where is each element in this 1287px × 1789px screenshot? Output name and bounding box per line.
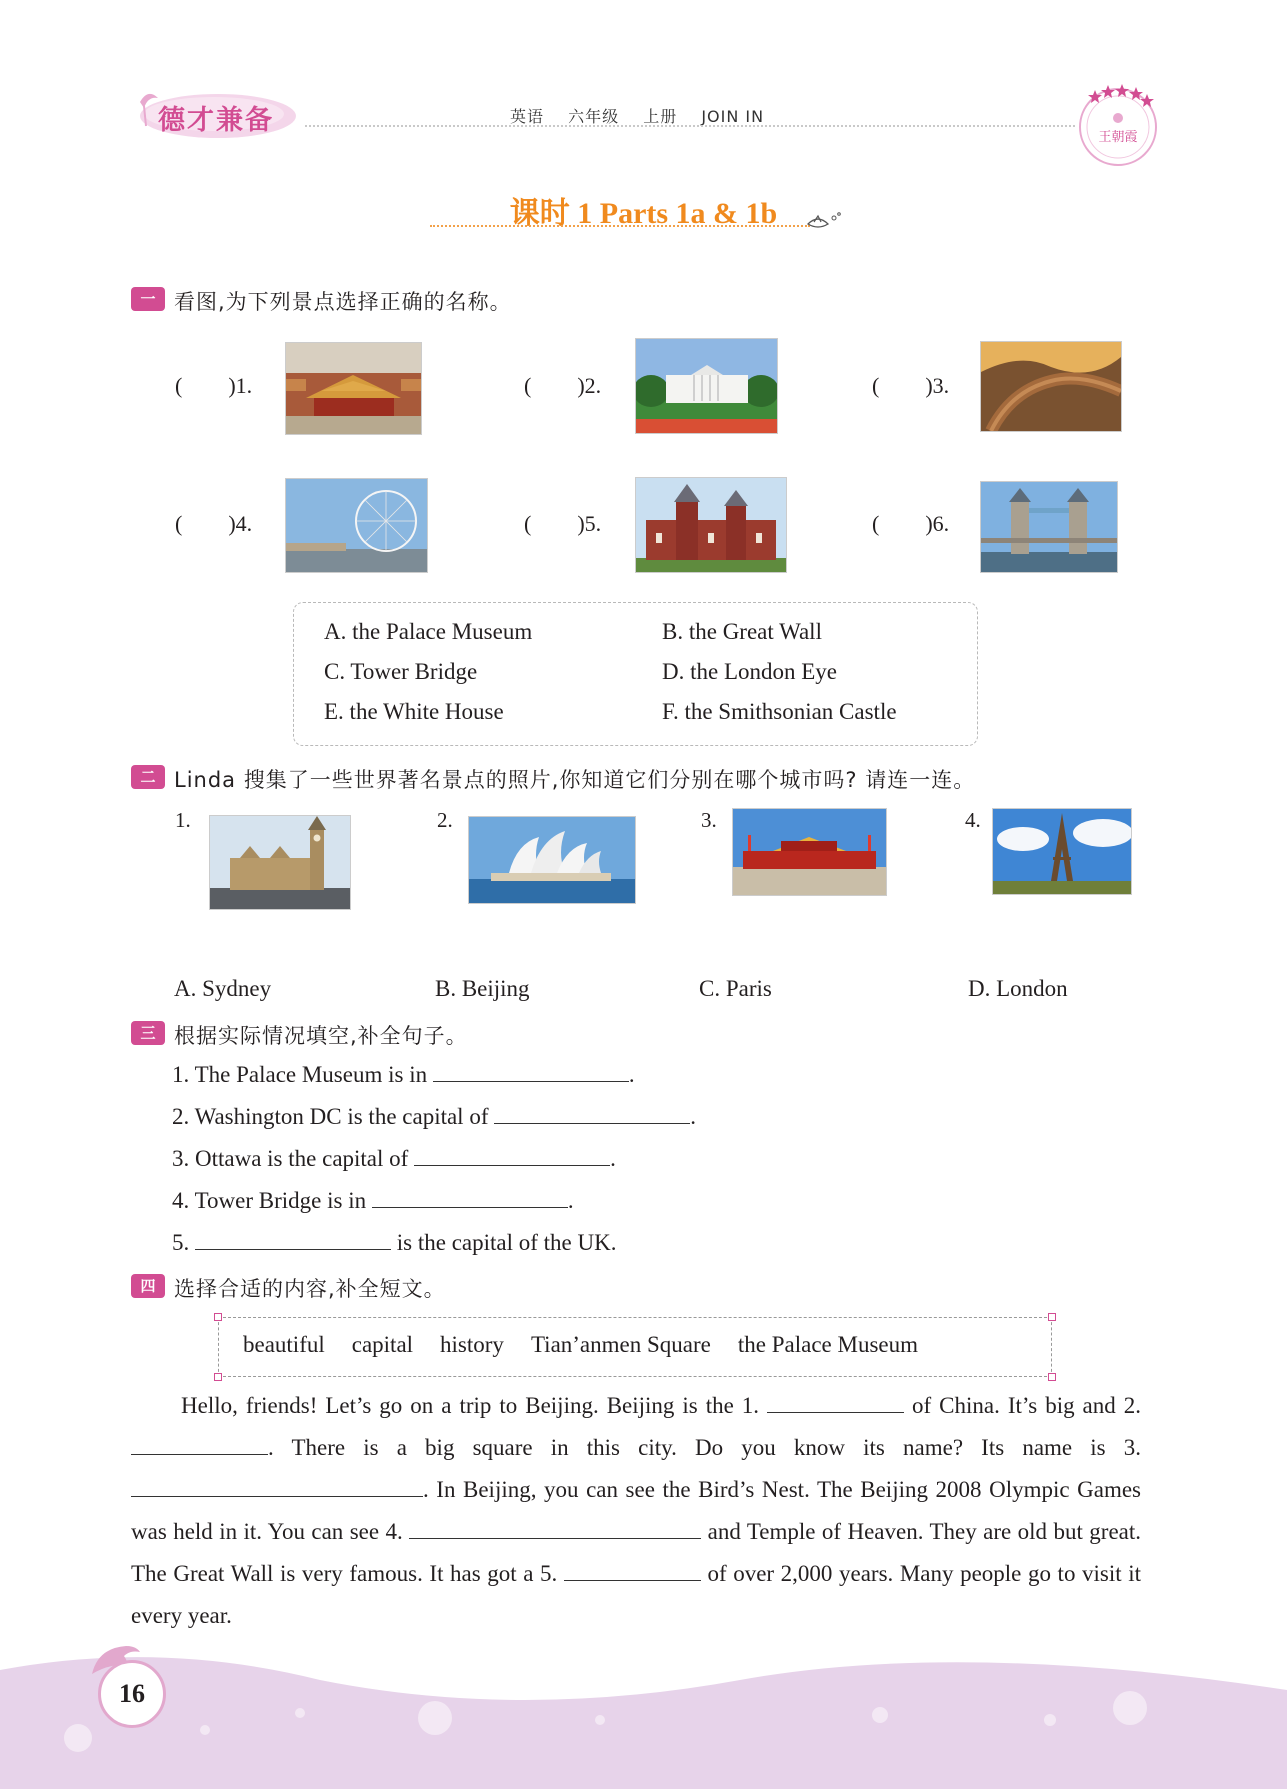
word-bank-item: capital [351,1332,414,1357]
answer-paren-3: ( )3. [872,373,950,398]
passage-blank-3[interactable] [131,1476,423,1497]
brand-text: 德才兼备 [158,105,274,136]
london-eye-photo [285,478,428,573]
answer-paren-6: ( )6. [872,511,950,536]
item-label-2: )2. [577,373,602,398]
word-bank-box [218,1317,1052,1377]
tower-bridge-photo [980,481,1118,573]
publisher-seal [1075,82,1161,168]
header-divider [305,125,1075,127]
eiffel-tower-photo [992,808,1132,895]
header-edition: JOIN IN [701,107,765,126]
sentence-1: 1. The Palace Museum is in . [172,1062,635,1087]
picture-label-4: 4. [965,808,981,832]
passage: Hello, friends! Let’s go on a trip to Beijing. Beijing is the 1. of China. It’s big and 2. . There is a big square in this city. Do you know its name? Its name is 3. . In Beijing, you can see the Bird’s Nest. The Beijing 2008 Olympic Games was held in it. You can see 4. and Temple of Heaven. They are old but great. The Great Wall is very famous. It has got a 5. of over 2,000 years. Many people go to visit it every year. [131,1393,1142,1628]
section4-title: 选择合适的内容,补全短文。 [174,1277,446,1301]
section4-badge: 四 [131,1274,165,1298]
city-d: D. London [968,976,1068,1001]
option-c: C. Tower Bridge [324,659,478,684]
fill-blank-5[interactable] [195,1229,391,1250]
page-number: 16 [98,1660,166,1728]
lesson-title-underline [430,225,810,227]
answer-paren-1: ( )1. [175,373,253,398]
option-f: F. the Smithsonian Castle [662,699,897,724]
option-d: D. the London Eye [662,659,838,684]
item-label-4: )4. [228,511,253,536]
seal-text: 王朝霞 [1098,130,1138,145]
tiananmen-photo [732,808,887,896]
footer-wave [0,1640,1287,1789]
item-label-1: )1. [228,373,253,398]
city-c: C. Paris [699,976,772,1001]
sentence-5: 5. is the capital of the UK. [172,1230,617,1255]
sentence-4: 4. Tower Bridge is in . [172,1188,574,1213]
brand-logo [130,84,300,144]
section1-badge: 一 [131,287,165,311]
sentence-2: 2. Washington DC is the capital of . [172,1104,696,1129]
word-bank-item: beautiful [243,1332,325,1357]
item-label-6: )6. [925,511,950,536]
running-header [510,104,782,127]
big-ben-photo [209,815,351,910]
passage-blank-2[interactable] [131,1434,268,1455]
word-bank-item: the Palace Museum [737,1332,918,1357]
word-bank [243,1332,918,1358]
city-a: A. Sydney [174,976,272,1001]
answer-paren-5: ( )5. [524,511,602,536]
answer-paren-2: ( )2. [524,373,602,398]
word-bank-item: Tian’anmen Square [530,1332,711,1357]
section1-title: 看图,为下列景点选择正确的名称。 [174,290,512,314]
item-label-3: )3. [925,373,950,398]
sydney-opera-house-photo [468,816,636,904]
option-b: B. the Great Wall [662,619,822,644]
header-grade: 六年级 [568,107,620,126]
section2-title: Linda 搜集了一些世界著名景点的照片,你知道它们分别在哪个城市吗? 请连一连。 [174,768,976,792]
option-e: E. the White House [324,699,504,724]
word-bank-item: history [440,1332,504,1357]
picture-label-2: 2. [437,808,453,832]
picture-label-1: 1. [175,808,191,832]
answer-paren-4: ( )4. [175,511,253,536]
picture-label-3: 3. [701,808,717,832]
option-a: A. the Palace Museum [324,619,533,644]
passage-blank-4[interactable] [409,1518,701,1539]
header-volume: 上册 [643,107,678,126]
seal-icon [1075,82,1161,168]
fill-blank-3[interactable] [414,1145,610,1166]
bird-icon [806,210,842,236]
lesson-title: 课时 1 Parts 1a & 1b [509,197,778,230]
passage-blank-1[interactable] [767,1392,904,1413]
header-subject: 英语 [510,107,545,126]
fill-blank-1[interactable] [433,1061,629,1082]
options-box [293,602,978,746]
city-b: B. Beijing [435,976,530,1001]
section3-title: 根据实际情况填空,补全句子。 [174,1024,468,1048]
passage-blank-5[interactable] [564,1560,701,1581]
white-house-photo [635,338,778,434]
palace-museum-photo [285,342,422,435]
section3-badge: 三 [131,1021,165,1045]
item-label-5: )5. [577,511,602,536]
smithsonian-castle-photo [635,477,787,573]
fill-blank-4[interactable] [372,1187,568,1208]
fill-blank-2[interactable] [494,1103,690,1124]
section2-badge: 二 [131,765,165,789]
great-wall-photo [980,341,1122,432]
sentence-3: 3. Ottawa is the capital of . [172,1146,616,1171]
